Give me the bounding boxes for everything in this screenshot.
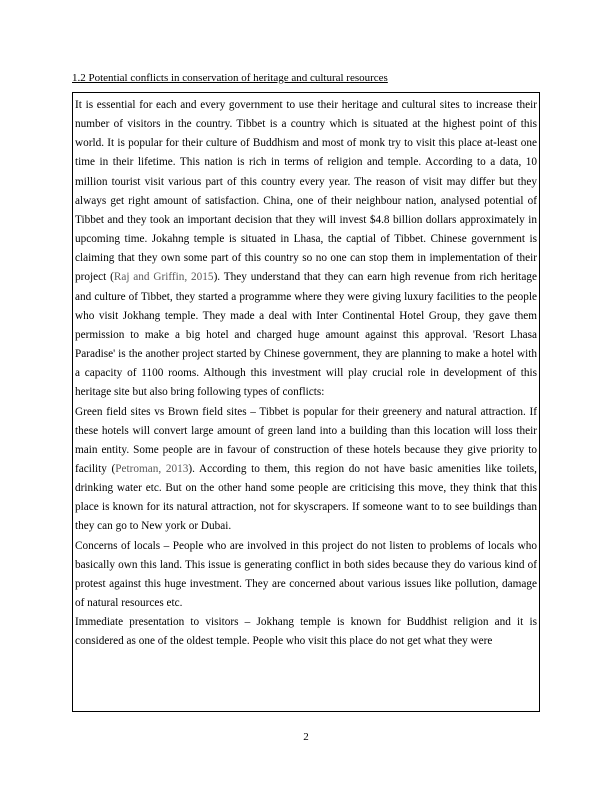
citation: Raj and Griffin, 2015: [113, 271, 214, 284]
section-heading: 1.2 Potential conflicts in conservation of heritage and cultural resources: [72, 72, 388, 84]
paragraph-immediate-presentation: Immediate presentation to visitors – Jokhang temple is known for Buddhist religion and it is considered as one of the oldest temple. People who visit this place do not get what they were: [75, 616, 537, 648]
paragraph-text: ). According to them, this region do not have basic amenities like toilets, drinking water etc. But on the other hand some people are criticising this move, they think that this place is known for its natural attraction, not for skyscrapers. If someone want to to see buildings than they can go to New york or Dubai.: [75, 462, 537, 533]
page-number: 2: [303, 731, 309, 743]
paragraph-text: Green field sites vs Brown field sites – Tibbet is popular for their greenery and natural attraction. If these hotels will convert large amount of green land into a building than this location will loss their main entity. Some people are in favour of construction of these hotels because they give priority to facility (: [75, 405, 537, 475]
paragraph-text: It is essential for each and every government to use their heritage and cultural sites to increase their number of visitors in the country. Tibbet is a country which is situated at the highest point of this world. It is popular for their culture of Buddhism and most of monk try to visit this place at-least one time in their lifetime. This nation is rich in terms of religion and temple. According to a data, 10 million tourist visit various part of this country every year. The reason of visit may differ but they always get right amount of satisfaction. China, one of their neighbour nation, analysed potential of Tibbet and they took an important decision that they will invest $4.8 billion dollars approximately in upcoming time. Jokahng temple is situated in Lhasa, the captial of Tibbet. Chinese government is claiming that they own some part of this country so no one can stop them in implementation of their project (: [75, 99, 537, 284]
paragraph-tibbet-overview: [75, 96, 537, 403]
paragraph-concerns-of-locals: Concerns of locals – People who are involved in this project do not listen to problems of locals who basically own this land. This issue is generating conflict in both sides because they do various kind of protest against this huge investment. They are concerned about various issues like pollution, damage of natural resources etc.: [75, 539, 537, 610]
content-box: [72, 92, 540, 712]
citation: Petroman, 2013: [115, 462, 189, 475]
body-text: [75, 96, 537, 652]
paragraph-green-vs-brown-field: [75, 403, 537, 537]
paragraph-text: ). They understand that they can earn high revenue from rich heritage and culture of Tibbet, they started a programme where they were giving luxury facilities to the people who visit Jokhang temple. They made a deal with Inter Continental Hotel Group, they gave them permission to make a big hotel and charged huge amount against this approval. 'Resort Lhasa Paradise' is the another project started by Chinese government, they are planning to make a hotel with a capacity of 1100 rooms. Although this investment will play crucial role in development of this heritage site but also bring following types of conflicts:: [75, 271, 538, 399]
